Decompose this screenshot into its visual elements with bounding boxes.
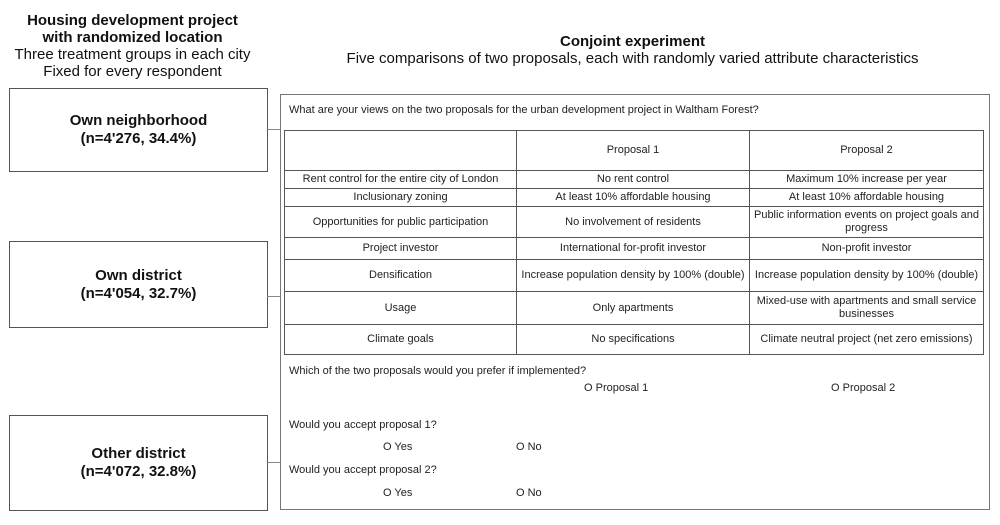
group-box-other-district [9, 415, 268, 511]
connector-line [267, 296, 280, 297]
left-header-line3: Three treatment groups in each city [14, 46, 251, 63]
left-header-line1: Housing development project [27, 12, 238, 29]
proposal2-cell: Increase population density by 100% (double) [750, 260, 984, 292]
group-box-own-neighborhood [9, 88, 268, 172]
attribute-cell: Climate goals [285, 325, 517, 355]
table-row [285, 325, 984, 355]
conjoint-subtitle: Five comparisons of two proposals, each with randomly varied attribute characteristics [346, 50, 919, 67]
table-header-cell [285, 131, 517, 171]
group-name: Own neighborhood [69, 112, 208, 129]
prefer-proposal1-radio[interactable]: O Proposal 1 [584, 382, 649, 394]
table-row [285, 260, 984, 292]
proposal1-cell: At least 10% affordable housing [517, 189, 750, 207]
table-row [285, 189, 984, 207]
proposal1-cell: Only apartments [517, 292, 750, 325]
connector-line [267, 462, 280, 463]
accept-proposal1-question: Would you accept proposal 1? [289, 419, 437, 431]
proposal2-cell: Climate neutral project (net zero emissions) [750, 325, 984, 355]
accept1-no-radio[interactable]: O No [516, 441, 542, 453]
accept1-yes-radio[interactable]: O Yes [383, 441, 413, 453]
conjoint-table [284, 130, 984, 355]
group-stat: (n=4'276, 34.4%) [80, 130, 197, 147]
proposal2-cell: Maximum 10% increase per year [750, 171, 984, 189]
group-stat: (n=4'072, 32.8%) [80, 463, 197, 480]
proposal2-cell: At least 10% affordable housing [750, 189, 984, 207]
proposal2-cell: Mixed-use with apartments and small service businesses [750, 292, 984, 325]
prefer-proposal2-radio[interactable]: O Proposal 2 [831, 382, 896, 394]
attribute-cell: Project investor [285, 238, 517, 260]
table-header-cell: Proposal 1 [517, 131, 750, 171]
table-row [285, 171, 984, 189]
group-stat: (n=4'054, 32.7%) [80, 284, 197, 302]
proposal1-cell: No rent control [517, 171, 750, 189]
conjoint-title: Conjoint experiment [559, 33, 705, 50]
attribute-cell: Rent control for the entire city of London [285, 171, 517, 189]
table-header-cell: Proposal 2 [750, 131, 984, 171]
preference-question: Which of the two proposals would you prefer if implemented? [289, 365, 587, 377]
left-header [0, 12, 265, 80]
proposal1-cell: Increase population density by 100% (double) [517, 260, 750, 292]
accept2-no-radio[interactable]: O No [516, 487, 542, 499]
connector-line [267, 129, 280, 130]
attribute-cell: Inclusionary zoning [285, 189, 517, 207]
group-name: Own district [95, 266, 182, 284]
group-box-own-district [9, 241, 268, 328]
left-header-line4: Fixed for every respondent [43, 63, 222, 80]
attribute-cell: Densification [285, 260, 517, 292]
table-row [285, 238, 984, 260]
proposal2-cell: Public information events on project goals and progress [750, 207, 984, 238]
right-header [280, 33, 985, 67]
survey-intro: What are your views on the two proposals for the urban development project in Waltham Forest? [289, 104, 759, 116]
accept-proposal2-question: Would you accept proposal 2? [289, 464, 437, 476]
proposal1-cell: No specifications [517, 325, 750, 355]
proposal1-cell: International for-profit investor [517, 238, 750, 260]
table-row [285, 292, 984, 325]
attribute-cell: Usage [285, 292, 517, 325]
attribute-cell: Opportunities for public participation [285, 207, 517, 238]
table-row [285, 207, 984, 238]
group-name: Other district [91, 445, 186, 462]
table-header-row [285, 131, 984, 171]
proposal2-cell: Non-profit investor [750, 238, 984, 260]
left-header-line2: with randomized location [42, 29, 223, 46]
accept2-yes-radio[interactable]: O Yes [383, 487, 413, 499]
proposal1-cell: No involvement of residents [517, 207, 750, 238]
